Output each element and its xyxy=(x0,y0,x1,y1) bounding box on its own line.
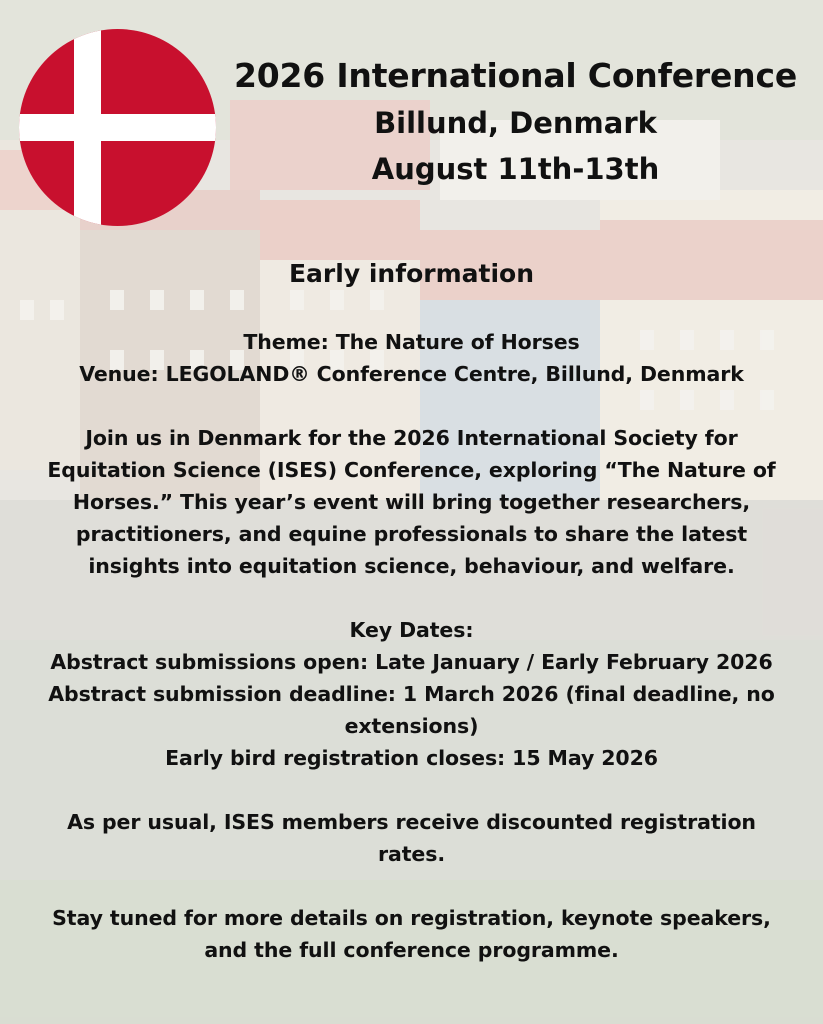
conference-title: 2026 International Conference xyxy=(233,56,798,95)
abstract-deadline-line: extensions) xyxy=(344,714,479,738)
members-line: As per usual, ISES members receive discounted registration xyxy=(67,810,756,834)
conference-dates: August 11th-13th xyxy=(371,152,660,186)
intro-line: Join us in Denmark for the 2026 International Society for xyxy=(85,426,738,450)
members-line: rates. xyxy=(377,842,446,866)
intro-line: Equitation Science (ISES) Conference, exploring “The Nature of xyxy=(47,458,776,482)
conference-location: Billund, Denmark xyxy=(374,106,657,140)
spacer xyxy=(18,390,805,422)
abstracts-open-line: Abstract submissions open: Late January / Early February 2026 xyxy=(50,650,773,674)
stay-tuned-line: and the full conference programme. xyxy=(204,938,619,962)
denmark-flag-icon xyxy=(19,29,216,226)
conference-header xyxy=(218,52,813,192)
intro-line: insights into equitation science, behaviour, and welfare. xyxy=(88,554,735,578)
conference-details xyxy=(18,256,805,966)
intro-line: practitioners, and equine professionals to share the latest xyxy=(75,522,748,546)
spacer xyxy=(18,774,805,806)
section-title: Early information xyxy=(288,259,534,288)
spacer xyxy=(18,582,805,614)
stay-tuned-line: Stay tuned for more details on registration, keynote speakers, xyxy=(52,906,771,930)
early-bird-line: Early bird registration closes: 15 May 2026 xyxy=(165,746,658,770)
venue-line: Venue: LEGOLAND® Conference Centre, Billund, Denmark xyxy=(79,362,744,386)
spacer xyxy=(18,870,805,902)
abstract-deadline-line: Abstract submission deadline: 1 March 2026 (final deadline, no xyxy=(48,682,775,706)
theme-line: Theme: The Nature of Horses xyxy=(243,330,580,354)
intro-line: Horses.” This year’s event will bring together researchers, xyxy=(72,490,751,514)
key-dates-heading: Key Dates: xyxy=(349,618,474,642)
